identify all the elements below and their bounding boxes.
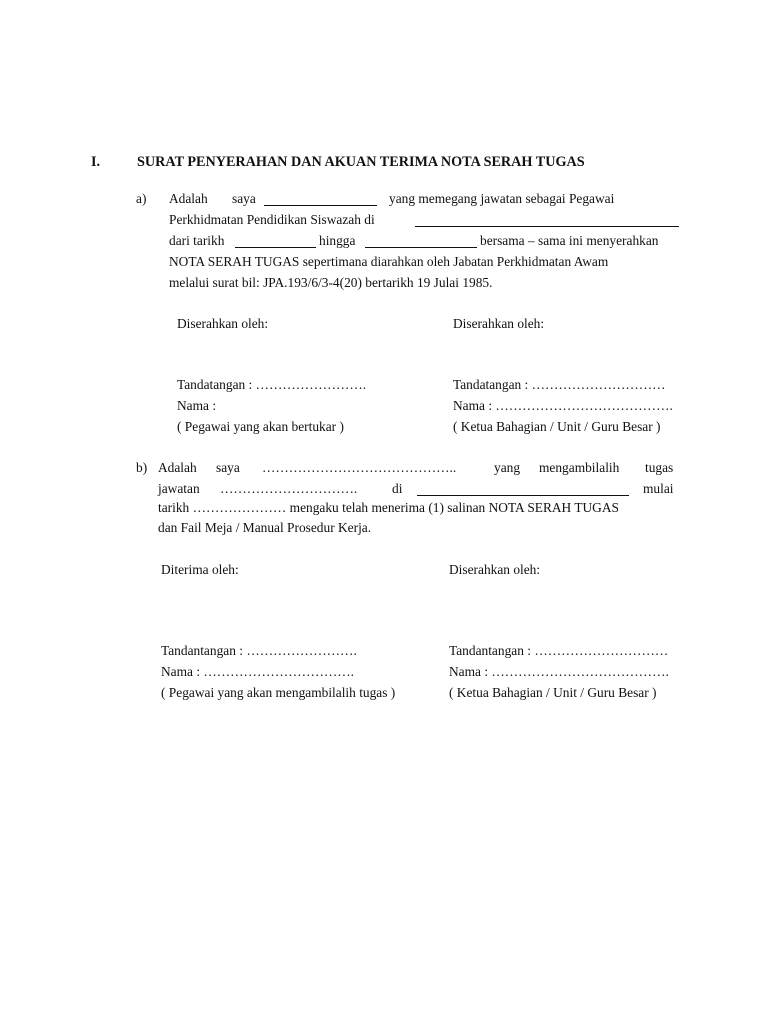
part-a-date-to-blank[interactable]: [365, 235, 477, 248]
part-b-word-mulai: mulai: [643, 481, 674, 496]
part-b-word-tugas: tugas: [645, 460, 674, 475]
part-a-line3-rest: bersama – sama ini menyerahkan: [480, 233, 659, 248]
part-a-right-name[interactable]: Nama : ………………………………….: [453, 398, 673, 413]
part-a-word-saya: saya: [232, 191, 256, 206]
part-b-right-signature[interactable]: Tandantangan : …………………………: [449, 643, 669, 658]
part-a-right-signature[interactable]: Tandatangan : …………………………: [453, 377, 666, 392]
section-number: I.: [91, 154, 101, 170]
part-a-word-adalah: Adalah: [169, 191, 208, 206]
part-a-left-header: Diserahkan oleh:: [177, 316, 269, 331]
part-a-line3-until: hingga: [319, 233, 356, 248]
section-title: SURAT PENYERAHAN DAN AKUAN TERIMA NOTA SERAH TUGAS: [137, 154, 585, 170]
part-a-left-role: ( Pegawai yang akan bertukar ): [177, 419, 344, 434]
part-b-word-yang: yang: [494, 460, 521, 475]
part-a-left-name[interactable]: Nama :: [177, 398, 217, 413]
part-a-line5: melalui surat bil: JPA.193/6/3-4(20) bertarikh 19 Julai 1985.: [169, 275, 493, 290]
part-b-line3: tarikh ………………… mengaku telah menerima (1) salinan NOTA SERAH TUGAS: [158, 500, 619, 515]
part-b-right-role: ( Ketua Bahagian / Unit / Guru Besar ): [449, 685, 657, 700]
part-b-name-dots[interactable]: ……………………………………..: [262, 460, 457, 475]
part-a-name-blank[interactable]: [264, 193, 377, 206]
part-a-right-role: ( Ketua Bahagian / Unit / Guru Besar ): [453, 419, 661, 434]
part-a-date-from-blank[interactable]: [235, 235, 316, 248]
part-b-right-header: Diserahkan oleh:: [449, 562, 541, 577]
part-a-right-header: Diserahkan oleh:: [453, 316, 545, 331]
part-b-left-signature[interactable]: Tandantangan : …………………….: [161, 643, 357, 658]
part-b-post-dots[interactable]: ………………………….: [220, 481, 358, 496]
part-b-line4: dan Fail Meja / Manual Prosedur Kerja.: [158, 520, 372, 535]
part-b-word-di: di: [392, 481, 403, 496]
part-b-word-adalah: Adalah: [158, 460, 197, 475]
part-a-label: a): [136, 191, 147, 206]
part-a-line3-from: dari tarikh: [169, 233, 225, 248]
part-a-left-signature[interactable]: Tandatangan : …………………….: [177, 377, 367, 392]
part-b-label: b): [136, 460, 148, 475]
part-b-location-blank[interactable]: [417, 483, 629, 496]
part-b-word-jawatan: jawatan: [158, 481, 200, 496]
part-a-line1-rest: yang memegang jawatan sebagai Pegawai: [389, 191, 615, 206]
part-a-line4: NOTA SERAH TUGAS sepertimana diarahkan oleh Jabatan Perkhidmatan Awam: [169, 254, 609, 269]
part-b-right-name[interactable]: Nama : ………………………………….: [449, 664, 669, 679]
part-b-word-saya: saya: [216, 460, 240, 475]
part-a-location-blank[interactable]: [415, 214, 679, 227]
part-b-left-header: Diterima oleh:: [161, 562, 239, 577]
part-b-left-role: ( Pegawai yang akan mengambilalih tugas ): [161, 685, 396, 700]
part-b-left-name[interactable]: Nama : …………………………….: [161, 664, 355, 679]
part-b-word-mengambilalih: mengambilalih: [539, 460, 620, 475]
part-a-line2-text: Perkhidmatan Pendidikan Siswazah di: [169, 212, 375, 227]
